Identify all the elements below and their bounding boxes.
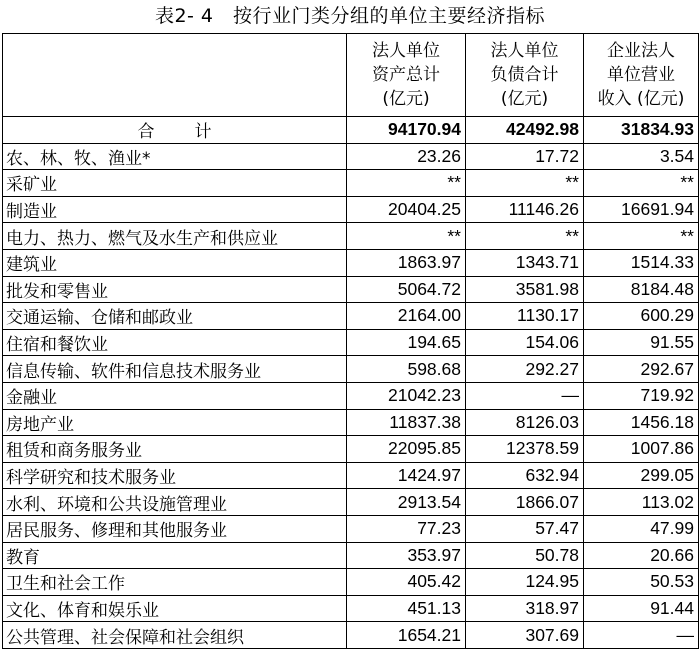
revenue-value: 1514.33 xyxy=(584,249,699,276)
industry-name: 科学研究和技术服务业 xyxy=(3,462,347,489)
liabilities-value: 3581.98 xyxy=(466,276,584,303)
liabilities-value: 318.97 xyxy=(466,595,584,622)
revenue-value: 292.67 xyxy=(584,356,699,383)
liabilities-value: 57.47 xyxy=(466,515,584,542)
industry-name: 电力、热力、燃气及水生产和供应业 xyxy=(3,223,347,250)
assets-value: 2913.54 xyxy=(347,489,466,516)
table-row xyxy=(3,542,699,569)
industry-name: 住宿和餐饮业 xyxy=(3,329,347,356)
header-line: 法人单位 xyxy=(372,41,440,61)
industry-name: 金融业 xyxy=(3,382,347,409)
industry-name: 批发和零售业 xyxy=(3,276,347,303)
revenue-value: — xyxy=(584,622,699,649)
total-label: 合计 xyxy=(3,117,347,144)
table-row xyxy=(3,356,699,383)
industry-name: 教育 xyxy=(3,542,347,569)
table-row xyxy=(3,436,699,463)
liabilities-value: 17.72 xyxy=(466,143,584,170)
total-liabilities: 42492.98 xyxy=(466,117,584,144)
liabilities-value: ** xyxy=(466,170,584,197)
table-row xyxy=(3,223,699,250)
assets-value: 21042.23 xyxy=(347,382,466,409)
assets-value: 194.65 xyxy=(347,329,466,356)
header-line: (亿元) xyxy=(382,89,430,109)
total-revenue: 31834.93 xyxy=(584,117,699,144)
revenue-value: ** xyxy=(584,223,699,250)
assets-value: 405.42 xyxy=(347,569,466,596)
liabilities-value: 1343.71 xyxy=(466,249,584,276)
total-row xyxy=(3,117,699,144)
revenue-value: 8184.48 xyxy=(584,276,699,303)
liabilities-value: ** xyxy=(466,223,584,250)
header-category xyxy=(3,34,347,117)
liabilities-value: 8126.03 xyxy=(466,409,584,436)
revenue-value: 1456.18 xyxy=(584,409,699,436)
liabilities-value: 292.27 xyxy=(466,356,584,383)
industry-name: 信息传输、软件和信息技术服务业 xyxy=(3,356,347,383)
liabilities-value: 307.69 xyxy=(466,622,584,649)
industry-name: 卫生和社会工作 xyxy=(3,569,347,596)
header-line: 法人单位 xyxy=(490,41,559,61)
table-row xyxy=(3,249,699,276)
industry-name: 居民服务、修理和其他服务业 xyxy=(3,515,347,542)
header-line: 资产总计 xyxy=(372,65,440,85)
table-row xyxy=(3,170,699,197)
assets-value: 5064.72 xyxy=(347,276,466,303)
assets-value: 598.68 xyxy=(347,356,466,383)
industry-name: 建筑业 xyxy=(3,249,347,276)
header-assets xyxy=(347,34,466,117)
table-title: 表2- 4 按行业门类分组的单位主要经济指标 xyxy=(154,5,546,27)
industry-name: 公共管理、社会保障和社会组织 xyxy=(3,622,347,649)
liabilities-value: 1130.17 xyxy=(466,303,584,330)
header-line: 负债合计 xyxy=(490,65,559,85)
assets-value: 353.97 xyxy=(347,542,466,569)
assets-value: 11837.38 xyxy=(347,409,466,436)
assets-value: ** xyxy=(347,223,466,250)
revenue-value: 91.55 xyxy=(584,329,699,356)
table-row xyxy=(3,196,699,223)
revenue-value: 50.53 xyxy=(584,569,699,596)
assets-value: 22095.85 xyxy=(347,436,466,463)
table-row xyxy=(3,329,699,356)
industry-name: 租赁和商务服务业 xyxy=(3,436,347,463)
header-line: 收入 (亿元) xyxy=(597,89,685,109)
revenue-value: 299.05 xyxy=(584,462,699,489)
table-row xyxy=(3,595,699,622)
header-revenue xyxy=(584,34,699,117)
industry-name: 文化、体育和娱乐业 xyxy=(3,595,347,622)
assets-value: ** xyxy=(347,170,466,197)
liabilities-value: 154.06 xyxy=(466,329,584,356)
table-row xyxy=(3,143,699,170)
revenue-value: 1007.86 xyxy=(584,436,699,463)
revenue-value: 3.54 xyxy=(584,143,699,170)
liabilities-value: — xyxy=(466,382,584,409)
liabilities-value: 632.94 xyxy=(466,462,584,489)
total-assets: 94170.94 xyxy=(347,117,466,144)
header-row xyxy=(3,34,699,117)
liabilities-value: 1866.07 xyxy=(466,489,584,516)
header-line: 单位营业 xyxy=(607,65,675,85)
assets-value: 451.13 xyxy=(347,595,466,622)
industry-name: 水利、环境和公共设施管理业 xyxy=(3,489,347,516)
header-liabilities xyxy=(466,34,584,117)
assets-value: 1654.21 xyxy=(347,622,466,649)
table-row xyxy=(3,276,699,303)
table-row xyxy=(3,622,699,649)
assets-value: 20404.25 xyxy=(347,196,466,223)
assets-value: 23.26 xyxy=(347,143,466,170)
liabilities-value: 50.78 xyxy=(466,542,584,569)
table-row xyxy=(3,303,699,330)
table-row xyxy=(3,489,699,516)
assets-value: 1863.97 xyxy=(347,249,466,276)
industry-name: 采矿业 xyxy=(3,170,347,197)
revenue-value: 113.02 xyxy=(584,489,699,516)
liabilities-value: 11146.26 xyxy=(466,196,584,223)
economic-indicators-table xyxy=(2,33,699,649)
revenue-value: 91.44 xyxy=(584,595,699,622)
assets-value: 2164.00 xyxy=(347,303,466,330)
revenue-value: ** xyxy=(584,170,699,197)
industry-name: 交通运输、仓储和邮政业 xyxy=(3,303,347,330)
header-line: 企业法人 xyxy=(607,41,675,61)
revenue-value: 16691.94 xyxy=(584,196,699,223)
assets-value: 77.23 xyxy=(347,515,466,542)
liabilities-value: 124.95 xyxy=(466,569,584,596)
industry-name: 制造业 xyxy=(3,196,347,223)
assets-value: 1424.97 xyxy=(347,462,466,489)
table-row xyxy=(3,382,699,409)
table-row xyxy=(3,515,699,542)
revenue-value: 20.66 xyxy=(584,542,699,569)
table-row xyxy=(3,409,699,436)
revenue-value: 719.92 xyxy=(584,382,699,409)
industry-name: 农、林、牧、渔业* xyxy=(3,143,347,170)
revenue-value: 47.99 xyxy=(584,515,699,542)
table-row xyxy=(3,462,699,489)
liabilities-value: 12378.59 xyxy=(466,436,584,463)
header-line: (亿元) xyxy=(500,89,549,109)
industry-name: 房地产业 xyxy=(3,409,347,436)
table-row xyxy=(3,569,699,596)
revenue-value: 600.29 xyxy=(584,303,699,330)
